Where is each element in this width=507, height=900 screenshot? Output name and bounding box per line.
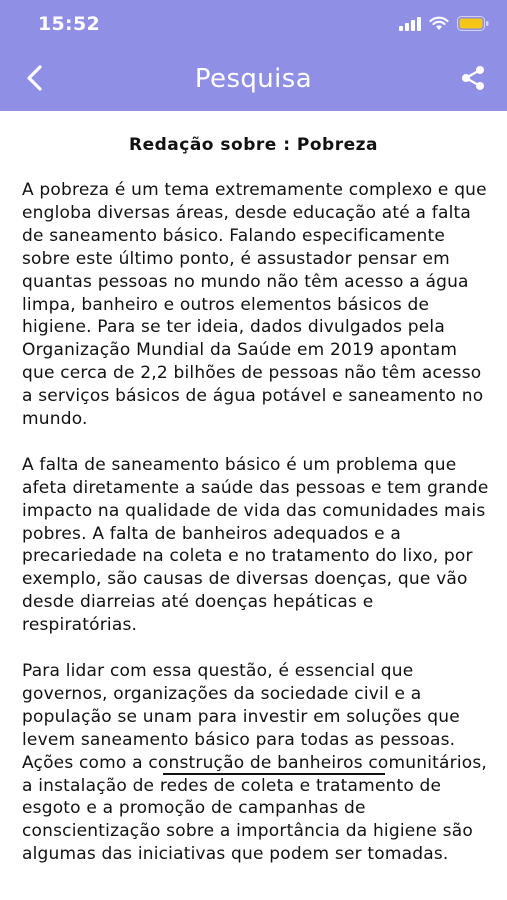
essay-body <box>22 179 490 889</box>
essay-title: Redação sobre : Pobreza <box>128 135 378 155</box>
signal-icon <box>399 16 421 35</box>
essay-paragraph-2: A falta de saneamento básico é um problema que afeta diretamente a saúde das pessoas e tem grande impacto na qualidade de vida das comunidades mais pobres. A falta de banheiros adequados e a precariedade na coleta e no tratamento do lixo, por exemplo, são causas de diversas doenças, que vão desde diarreias até doenças hepáticas e respiratórias. <box>22 454 489 636</box>
text-selection-underline <box>163 773 385 775</box>
battery-icon <box>457 16 489 35</box>
status-icons <box>399 15 489 35</box>
status-bar <box>0 0 507 50</box>
share-button[interactable] <box>455 62 491 98</box>
essay-paragraph-1: A pobreza é um tema extremamente complexo e que engloba diversas áreas, desde educação até a falta de saneamento básico. Falando especificamente sobre este último ponto, é assustador pensar em quantas pessoas no mundo não têm acesso a água limpa, banheiro e outros elementos básicos de higiene. Para se ter ideia, dados divulgados pela Organização Mundial da Saúde em 2019 apontam que cerca de 2,2 bilhões de pessoas não têm acesso a serviços básicos de água potável e saneamento no mundo. <box>22 180 487 430</box>
page-title: Pesquisa <box>194 64 313 94</box>
essay-content[interactable] <box>0 111 507 900</box>
status-time: 15:52 <box>38 13 100 35</box>
wifi-icon <box>429 16 449 35</box>
app-header <box>0 0 507 111</box>
essay-paragraph-3: Para lidar com essa questão, é essencial que governos, organizações da sociedade civil e a população se unam para investir em soluções que levem saneamento básico para todas as pessoas. Ações como a construção de banheiros comunitários, a instalação de redes de coleta e tratamento de esgoto e a promoção de campanhas de conscientização sobre a importância da higiene são algumas das iniciativas que podem ser tomadas. <box>22 661 488 865</box>
share-icon <box>460 65 486 95</box>
nav-bar <box>0 52 507 111</box>
